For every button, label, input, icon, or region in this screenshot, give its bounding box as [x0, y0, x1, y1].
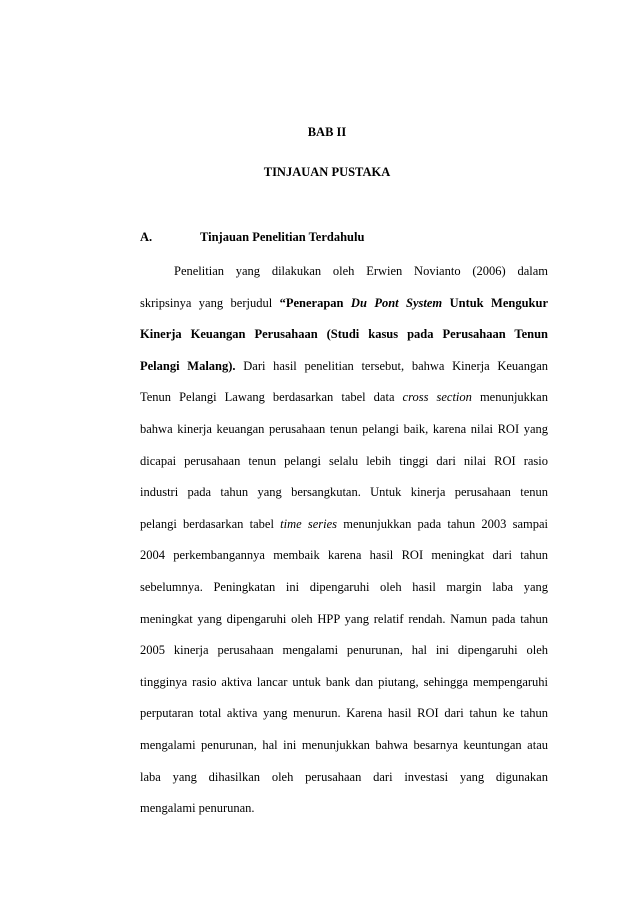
- paragraph-line: [140, 256, 548, 288]
- italic-term: cross section: [402, 390, 472, 405]
- line-text: 2004 perkembangannya membaik karena hasil ROI meningkat dari tahun: [140, 548, 548, 563]
- line-text: laba yang dihasilkan oleh perusahaan dari investasi yang digunakan: [140, 769, 548, 784]
- line-text: menunjukkan pada tahun 2003 sampai: [337, 516, 548, 531]
- section-letter: A.: [140, 230, 153, 244]
- line-text: mengalami penurunan, hal ini menunjukkan bahwa besarnya keuntungan atau: [140, 737, 548, 752]
- paragraph-line: [140, 446, 548, 478]
- paragraph-line: [140, 382, 548, 414]
- paragraph-line: [140, 604, 548, 636]
- body-paragraph: [140, 256, 548, 825]
- line-text: 2005 kinerja perusahaan mengalami penurunan, hal ini dipengaruhi oleh: [140, 643, 548, 658]
- line-text: skripsinya yang berjudul: [140, 295, 280, 310]
- paragraph-line: [140, 414, 548, 446]
- chapter-title: TINJAUAN PUSTAKA: [263, 165, 391, 179]
- line-text: menunjukkan: [471, 390, 548, 405]
- paragraph-line: [140, 477, 548, 509]
- line-text: sebelumnya. Peningkatan ini dipengaruhi oleh hasil margin laba yang: [140, 579, 548, 594]
- line-text: industri pada tahun yang bersangkutan. Untuk kinerja perusahaan tenun: [140, 485, 548, 500]
- line-text: mengalami penurunan.: [140, 801, 255, 816]
- line-text: Dari hasil penelitian tersebut, bahwa Kinerja Keuangan: [235, 358, 549, 373]
- section-title: Tinjauan Penelitian Terdahulu: [200, 230, 365, 244]
- paragraph-line: [140, 730, 548, 762]
- line-text: dicapai perusahaan tenun pelangi selalu lebih tinggi dari nilai ROI rasio: [140, 453, 548, 468]
- emphasis-text: Kinerja Keuangan Perusahaan (Studi kasus pada Perusahaan Tenun: [140, 327, 548, 342]
- line-text: bahwa kinerja keuangan perusahaan tenun pelangi baik, karena nilai ROI yang: [140, 421, 548, 436]
- emphasis-text: Pelangi Malang).: [140, 358, 236, 373]
- paragraph-line: [140, 762, 548, 794]
- paragraph-line: [140, 698, 548, 730]
- italic-term: time series: [280, 516, 338, 531]
- line-text: perputaran total aktiva yang menurun. Karena hasil ROI dari tahun ke tahun: [140, 706, 548, 721]
- line-text: Tenun Pelangi Lawang berdasarkan tabel data: [140, 390, 403, 405]
- line-text: meningkat yang dipengaruhi oleh HPP yang relatif rendah. Namun pada tahun: [140, 611, 548, 626]
- paragraph-line: [140, 572, 548, 604]
- line-text: pelangi berdasarkan tabel: [140, 516, 281, 531]
- paragraph-line: [140, 288, 548, 320]
- paragraph-line: [140, 667, 548, 699]
- emphasis-italic-text: Du Pont System: [350, 295, 443, 310]
- paragraph-line: [140, 540, 548, 572]
- line-text: tingginya rasio aktiva lancar untuk bank dan piutang, sehingga mempengaruhi: [140, 674, 548, 689]
- paragraph-line: [140, 635, 548, 667]
- paragraph-line: [140, 351, 548, 383]
- chapter-heading: BAB II: [307, 125, 347, 139]
- paragraph-line: [140, 319, 548, 351]
- emphasis-text: “Penerapan: [279, 295, 351, 310]
- line-text: Penelitian yang dilakukan oleh Erwien Novianto (2006) dalam: [174, 264, 548, 278]
- paragraph-line: [140, 793, 548, 825]
- paragraph-line: [140, 509, 548, 541]
- section-heading: [140, 229, 364, 245]
- emphasis-text: Untuk Mengukur: [442, 295, 549, 310]
